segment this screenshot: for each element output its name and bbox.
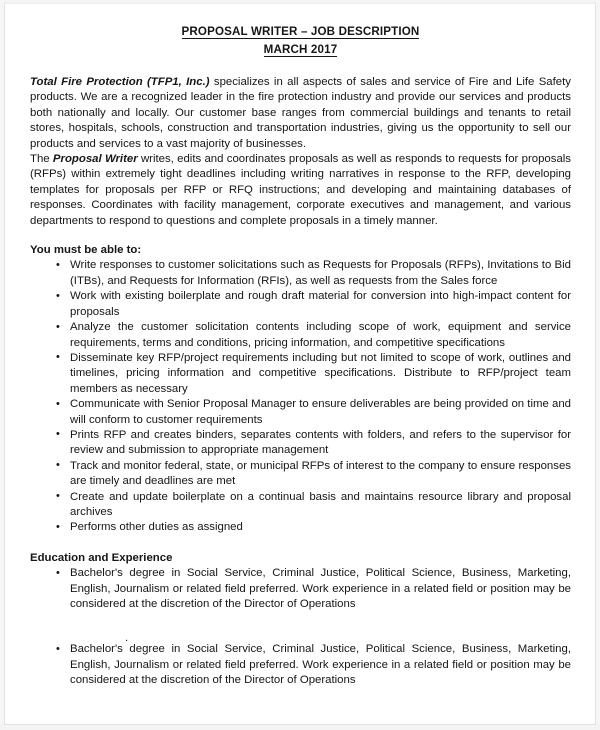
list-item: • Communicate with Senior Proposal Manager to ensure deliverables are being provided on time and will conform to customer requirements xyxy=(30,397,571,428)
list-item: • Analyze the customer solicitation contents including scope of work, equipment and service requirements, terms and conditions, pricing information, and competitive specifications xyxy=(30,320,571,351)
intro-paragraph xyxy=(30,75,571,152)
list-item: • Disseminate key RFP/project requirements including but not limited to scope of work, outlines and timelines, pricing information and competitive specifications. Distribute to RFP/project team members as necessary xyxy=(30,351,571,397)
company-name: Total Fire Protection (TFP1, Inc.) xyxy=(30,76,210,88)
role-paragraph xyxy=(30,152,571,229)
page-edge-left xyxy=(0,0,4,730)
role-paragraph-prefix: The xyxy=(30,153,53,166)
document-subtitle-text: MARCH 2017 xyxy=(263,43,338,56)
role-paragraph-text: writes, edits and coordinates proposals as well as responds to requests for proposals (RFPs) within extremely tight deadlines including writing narratives in response to the RFP, developing templates for proposals per RFP or RFQ instructions; and developing and maintaining databases of responses. Coordinates with facility management, corporate executives and management, and various departments to respond to questions and complete proposals in a timely manner. xyxy=(30,153,572,227)
page-edge-right xyxy=(596,0,600,730)
intro-paragraph-text: specializes in all aspects of sales and service of Fire and Life Safety products. We are a recognized leader in the fire protection industry and provide our services and products both nationally and locally. Our customer base ranges from commercial buildings and tenants to retail stores, hospitals, schools, construction and transportation industries, giving us the opportunity to sell our products and services to a vast majority of businesses. xyxy=(30,76,571,150)
list-item: • Work with existing boilerplate and rough draft material for conversion into high-impact content for proposals xyxy=(30,289,571,320)
list-item: • Write responses to customer solicitations such as Requests for Proposals (RFPs), Invitations to Bid (ITBs), and Requests for Information (RFIs), as well as requests from the Sales force xyxy=(30,258,571,289)
document-subtitle xyxy=(30,42,571,58)
page-edge-bottom xyxy=(0,725,600,730)
role-title: Proposal Writer xyxy=(52,153,138,166)
education-list xyxy=(30,566,571,688)
list-item: • Prints RFP and creates binders, separates contents with folders, and refers to the supervisor for review and submission to appropriate management xyxy=(30,428,571,459)
document-body xyxy=(30,24,571,689)
list-item: • Performs other duties as assigned xyxy=(30,520,571,535)
section-heading-requirements: You must be able to: xyxy=(30,244,142,257)
page-edge-top xyxy=(0,0,600,3)
list-item: • Create and update boilerplate on a continual basis and maintains resource library and proposal archives xyxy=(30,490,571,521)
document-title xyxy=(30,24,571,40)
stray-period-mark: . xyxy=(125,632,129,644)
section-heading-education: Education and Experience xyxy=(30,551,173,564)
list-item: • Bachelor's degree in Social Service, Criminal Justice, Political Science, Business, Marketing, English, Journalism or related field preferred. Work experience in a related field or position may be considered at the discretion of the Director of Operations xyxy=(30,642,571,688)
document-title-text: PROPOSAL WRITER – JOB DESCRIPTION xyxy=(181,25,420,38)
list-item: • Track and monitor federal, state, or municipal RFPs of interest to the company to ensure responses are timely and deadlines are met xyxy=(30,459,571,490)
requirements-list xyxy=(30,258,571,535)
list-item: • Bachelor's degree in Social Service, Criminal Justice, Political Science, Business, Marketing, English, Journalism or related field preferred. Work experience in a related field or position may be considered at the discretion of the Director of Operations xyxy=(30,566,571,612)
